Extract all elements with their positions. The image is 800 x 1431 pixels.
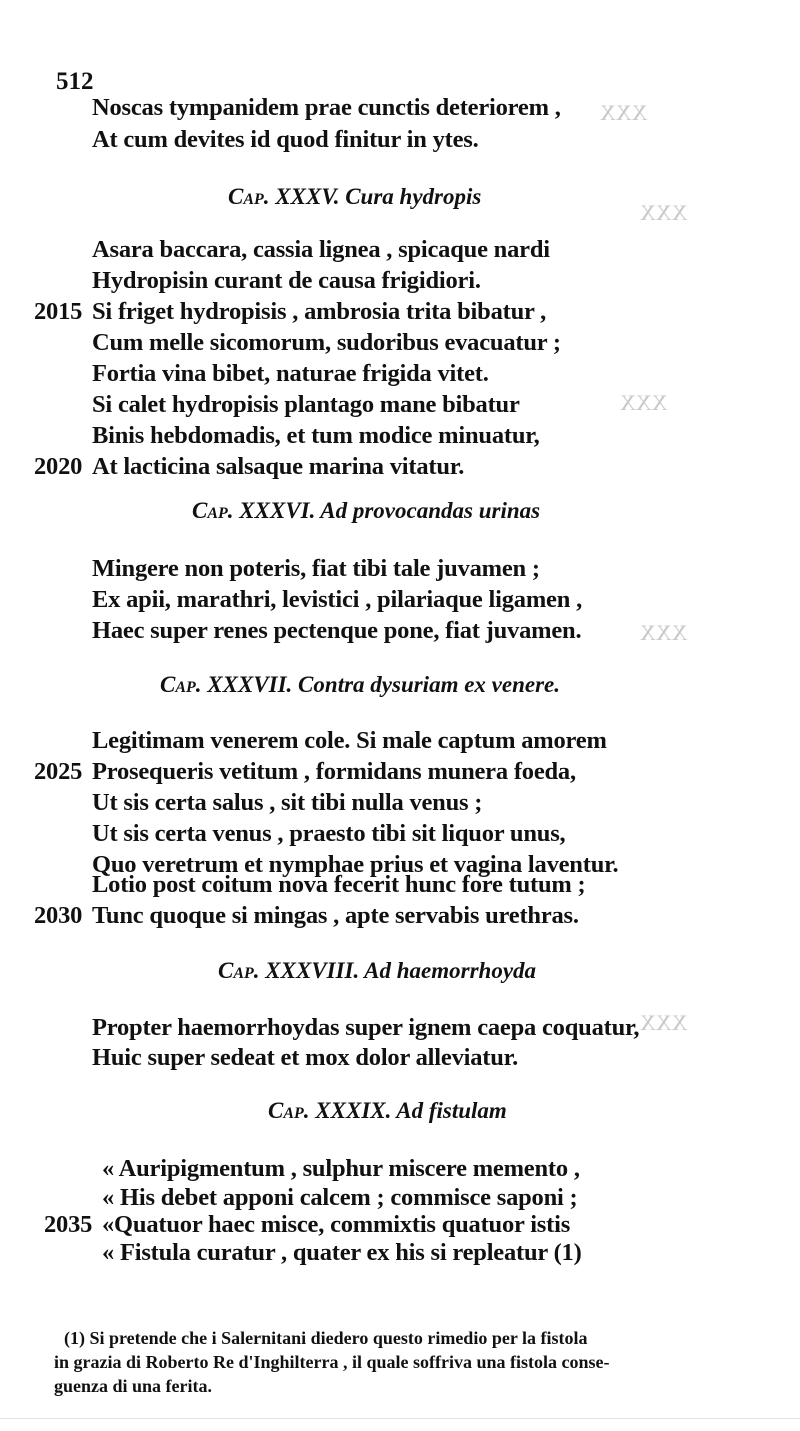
verse-line — [34, 453, 464, 481]
verse-text: Ex apii, marathri, levistici , pilariaque ligamen , — [92, 586, 582, 613]
line-number — [34, 267, 92, 295]
line-number — [34, 360, 92, 388]
verse-line — [34, 360, 489, 388]
verse-text: Hydropisin curant de causa frigidiori. — [92, 267, 481, 294]
verse-line — [34, 1014, 639, 1042]
verse-line — [34, 267, 481, 295]
chapter-heading — [192, 498, 540, 524]
verse-text: At lacticina salsaque marina vitatur. — [92, 453, 465, 480]
chapter-abbrev: Cap. — [160, 672, 202, 697]
line-number: 2015 — [34, 298, 83, 325]
line-number: 2030 — [34, 902, 83, 929]
line-number — [34, 871, 92, 899]
verse-line — [44, 1211, 570, 1239]
verse-text: « His debet apponi calcem ; commisce saponi ; — [102, 1184, 578, 1211]
verse-text: Binis hebdomadis, et tum modice minuatur, — [92, 422, 540, 449]
verse-text: Ut sis certa salus , sit tibi nulla venus ; — [92, 789, 483, 816]
verse-text: Quo veretrum et nymphae prius et vagina laventur. — [92, 851, 619, 878]
chapter-title: XXXVI. Ad provocandas urinas — [233, 498, 541, 523]
line-number — [34, 555, 92, 583]
verse-line — [34, 555, 540, 583]
verse-line — [34, 789, 482, 817]
verse-line — [34, 871, 586, 899]
verse-text: Huic super sedeat et mox dolor alleviatur. — [92, 1044, 519, 1071]
line-number — [34, 586, 92, 614]
verse-line — [34, 422, 540, 450]
chapter-title: XXXVII. Contra dysuriam ex venere. — [201, 672, 561, 697]
line-number — [34, 94, 92, 122]
chapter-heading — [160, 672, 560, 698]
verse-line — [34, 617, 581, 645]
bleed-through-text: XXX — [640, 200, 688, 225]
verse-text: At cum devites id quod finitur in ytes. — [92, 126, 479, 153]
bleed-through-text: XXX — [600, 100, 648, 125]
line-number — [34, 236, 92, 264]
chapter-heading — [218, 958, 536, 984]
verse-line — [34, 329, 561, 357]
line-number: 2025 — [34, 758, 83, 785]
chapter-title: XXXV. Cura hydropis — [269, 184, 482, 209]
verse-text: Mingere non poteris, fiat tibi tale juvamen ; — [92, 555, 540, 582]
chapter-heading — [228, 184, 481, 210]
line-number: 2020 — [34, 453, 83, 480]
verse-line — [34, 820, 565, 848]
footnote-line: in grazia di Roberto Re d'Inghilterra , il quale soffriva una fistola conse- — [54, 1352, 610, 1372]
bleed-through-text: XXX — [640, 1010, 688, 1035]
verse-line — [34, 298, 546, 326]
line-number — [34, 727, 92, 755]
line-number: 2035 — [44, 1211, 93, 1238]
verse-line — [44, 1184, 578, 1212]
page-number: 512 — [56, 68, 94, 95]
verse-text: Si calet hydropisis plantago mane bibatur — [92, 391, 520, 418]
verse-text: Noscas tympanidem prae cunctis deteriorem , — [92, 94, 561, 121]
verse-text: Prosequeris vetitum , formidans munera foeda, — [92, 758, 576, 785]
verse-text: « Auripigmentum , sulphur miscere memento , — [102, 1155, 580, 1182]
verse-text: «Quatuor haec misce, commixtis quatuor istis — [102, 1211, 571, 1238]
footnote-line: guenza di una ferita. — [54, 1376, 213, 1396]
line-number — [34, 422, 92, 450]
chapter-abbrev: Cap. — [218, 958, 260, 983]
verse-line — [34, 1044, 518, 1072]
verse-line — [34, 727, 607, 755]
verse-line — [34, 758, 576, 786]
line-number — [34, 789, 92, 817]
line-number — [34, 1044, 92, 1072]
line-number — [44, 1239, 102, 1267]
verse-text: Ut sis certa venus , praesto tibi sit liquor unus, — [92, 820, 566, 847]
line-number — [34, 126, 92, 154]
line-number — [44, 1155, 102, 1183]
verse-text: Haec super renes pectenque pone, fiat juvamen. — [92, 617, 582, 644]
footnote-line: (1) Si pretende che i Salernitani diedero questo rimedio per la fistola — [64, 1328, 588, 1348]
verse-text: Tunc quoque si mingas , apte servabis urethras. — [92, 902, 579, 929]
verse-line — [34, 902, 579, 930]
line-number — [34, 820, 92, 848]
bleed-through-text: XXX — [640, 620, 688, 645]
verse-text: Fortia vina bibet, naturae frigida vitet. — [92, 360, 489, 387]
chapter-abbrev: Cap. — [228, 184, 270, 209]
line-number — [34, 1014, 92, 1042]
verse-line — [44, 1155, 580, 1183]
verse-text: Asara baccara, cassia lignea , spicaque nardi — [92, 236, 550, 263]
verse-line — [34, 94, 561, 122]
line-number — [44, 1184, 102, 1212]
verse-text: « Fistula curatur , quater ex his si repleatur (1) — [102, 1239, 582, 1266]
verse-line — [34, 586, 582, 614]
verse-text: Legitimam venerem cole. Si male captum amorem — [92, 727, 607, 754]
chapter-abbrev: Cap. — [192, 498, 234, 523]
line-number — [34, 617, 92, 645]
line-number — [34, 329, 92, 357]
verse-text: Si friget hydropisis , ambrosia trita bibatur , — [92, 298, 547, 325]
verse-text: Lotio post coitum nova fecerit hunc fore tutum ; — [92, 871, 586, 898]
line-number — [34, 391, 92, 419]
chapter-title: XXXIX. Ad fistulam — [309, 1098, 507, 1123]
verse-line — [34, 126, 479, 154]
verse-line — [34, 391, 520, 419]
bleed-through-text: XXX — [620, 390, 668, 415]
chapter-title: XXXVIII. Ad haemorrhoyda — [259, 958, 537, 983]
verse-text: Cum melle sicomorum, sudoribus evacuatur ; — [92, 329, 561, 356]
chapter-heading — [268, 1098, 507, 1124]
verse-line — [44, 1239, 582, 1267]
page-bottom-edge — [0, 1418, 800, 1419]
verse-text: Propter haemorrhoydas super ignem caepa coquatur, — [92, 1014, 640, 1041]
chapter-abbrev: Cap. — [268, 1098, 310, 1123]
verse-line — [34, 236, 550, 264]
